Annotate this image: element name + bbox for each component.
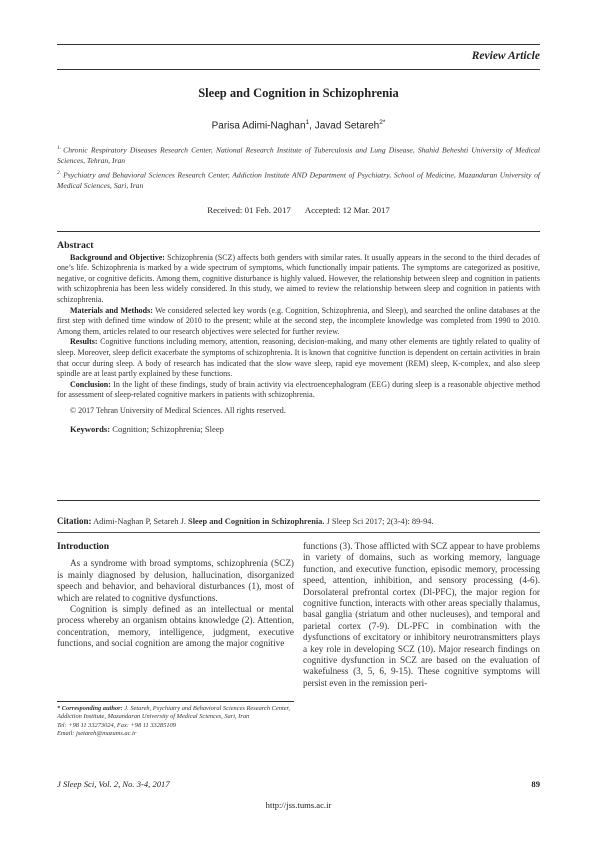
author-affil-mark: 2*	[379, 119, 386, 126]
abstract-section	[57, 241, 540, 434]
citation-label: Citation:	[57, 516, 92, 526]
background-label: Background and Objective:	[70, 252, 165, 262]
conclusion-label: Conclusion:	[70, 379, 111, 389]
background-text: Schizophrenia (SCZ) affects both genders with similar rates. It usually appears in the second to the third decades of one’s life. Schizophrenia is marked by a wide spectrum of symptoms, which functionally impair patients. The symptoms are categorized as positive, negative, or cognitive deficits. Among them, cognitive disturbance is highly valued. However, the relationship between sleep and cognition in patients with schizophrenia has been less widely considered. In this study, we aimed to review the relationship between sleep and cognition in patients with schizophrenia.	[57, 252, 540, 304]
abstract-background	[57, 253, 540, 306]
footnote-address	[57, 705, 294, 722]
methods-label: Materials and Methods:	[70, 305, 153, 315]
keywords	[57, 424, 540, 435]
results-text: Cognitive functions including memory, attention, reasoning, decision-making, and many other elements are tightly related to quality of sleep. Moreover, sleep deficit exacerbate the symptoms of schizophrenia. It is known that cognitive function is dependent on certain activities in brain that occur during sleep. A body of research has indicated that the slow wave sleep, rapid eye movement (REM) sleep, K-complex, and also sleep spindle are at least partly explained by these functions.	[57, 337, 540, 379]
keywords-text: Cognition; Schizophrenia; Sleep	[110, 423, 224, 434]
body-column-right	[303, 541, 540, 689]
journal-reference: J Sleep Sci, Vol. 2, No. 3-4, 2017	[57, 779, 170, 789]
affiliation-number: 1.	[57, 145, 62, 151]
citation-title: Sleep and Cognition in Schizophrenia.	[188, 517, 325, 526]
paper-title: Sleep and Cognition in Schizophrenia	[198, 86, 399, 100]
affiliation	[57, 143, 540, 167]
author-separator: ,	[309, 120, 315, 132]
affiliation	[57, 168, 540, 192]
abstract-results	[57, 337, 540, 379]
body-paragraph: Cognition is simply defined as an intellectual or mental process whereby an organism obtains knowledge (2). Attention, concentration, memory, intelligence, judgment, executive functions, and social cognition are among the major cognitive	[57, 604, 294, 649]
page-number: 89	[531, 779, 540, 789]
conclusion-text: In the light of these findings, study of brain activity via electroencephalogram (EEG) during sleep is a reasonable objective method for assessment of sleep-related cognitive markers in patients with schizophrenia.	[57, 379, 540, 400]
section-heading-introduction: Introduction	[57, 541, 110, 552]
footnote-email: Email: jsetareh@mazums.ac.ir	[57, 730, 137, 738]
abstract-bottom-rule	[57, 500, 540, 501]
accepted-date: Accepted: 12 Mar. 2017	[304, 205, 390, 215]
footnote-text: J. Setareh, Psychiatry and Behavioral Sciences Research Center, Addiction Institute, Mazandaran University of Medical Sciences, Sari, Iran	[57, 705, 290, 721]
author-affil-mark: 1	[305, 119, 310, 126]
abstract-methods	[57, 306, 540, 338]
methods-text: We considered selected key words (e.g. Cognition, Schizophrenia, and Sleep), and searched the online databases at the first step with defined time window of 2010 to the present; while at the second step, the incomplete knowledge was completed from 1990 to 2010. Among them, articles related to our research objectives were selected for further review.	[57, 305, 540, 336]
results-label: Results:	[70, 337, 98, 347]
body-paragraph: functions (3). Those afflicted with SCZ appear to have problems in variety of domains, such as working memory, language function, and executive function, episodic memory, processing speed, attention, inhibition, and sensory processing (4-6). Dorsolateral prefrontal cortex (Dl-PFC), the major region for cognitive function, interacts with other areas specially thalamus, basal ganglia (striatum and other nucleuses), and temporal and parietal cortex (7-9). DL-PFC in combination with the dysfunctions of excitatory or inhibitory neurotransmitters plays a key role in developing SCZ (10). Major research findings on cognitive dysfunction in SCZ are based on the evaluation of wakefulness (3, 5, 6, 9-15). These cognitive symptoms will persist even in the remission peri-	[303, 541, 540, 688]
journal-url[interactable]: http://jss.tums.ac.ir	[265, 800, 332, 810]
body-column-left	[57, 541, 294, 650]
affiliation-number: 2.	[57, 170, 62, 176]
citation-source: J Sleep Sci 2017; 2(3-4): 89-94.	[324, 517, 434, 526]
received-date: Received: 01 Feb. 2017	[207, 205, 291, 215]
body-paragraph: As a syndrome with broad symptoms, schizophrenia (SCZ) is mainly diagnosed by delusion, hallucination, disorganized speech and behavior, and behavioral disturbances (1), most of which are related to cognitive dysfunctions.	[57, 558, 294, 603]
top-rule	[57, 44, 540, 45]
article-type: Review Article	[471, 50, 540, 62]
author-name: Javad Setareh	[314, 120, 380, 132]
corresponding-author-footnote	[57, 705, 294, 739]
author-name: Parisa Adimi-Naghan	[211, 120, 306, 132]
abstract-top-rule	[57, 231, 540, 232]
affiliation-text: Psychiatry and Behavioral Sciences Research Center, Addiction Institute AND Department of Psychiatry, School of Medicine, Mazandaran University of Medical Sciences, Sari, Iran	[57, 170, 540, 191]
author-list	[57, 119, 540, 131]
footnote-phone: Tel: +98 11 33273024, Fax: +98 11 33285109	[57, 721, 176, 729]
abstract-heading: Abstract	[57, 240, 94, 251]
copyright-notice: © 2017 Tehran University of Medical Sciences. All rights reserved.	[70, 405, 286, 415]
citation-authors: Adimi-Naghan P, Setareh J.	[91, 517, 189, 526]
citation	[57, 516, 540, 526]
abstract-conclusion	[57, 380, 540, 401]
keywords-label: Keywords:	[70, 423, 111, 434]
affiliation-text: Chronic Respiratory Diseases Research Center, National Research Institute of Tuberculosis and Lung Disease, Shahid Beheshti University of Medical Sciences, Tehran, Iran	[57, 145, 540, 166]
citation-rule	[57, 532, 540, 533]
footnote-label: * Corresponding author:	[57, 705, 123, 712]
header-rule	[57, 69, 540, 70]
footnote-rule	[57, 701, 294, 702]
article-dates	[57, 205, 540, 215]
